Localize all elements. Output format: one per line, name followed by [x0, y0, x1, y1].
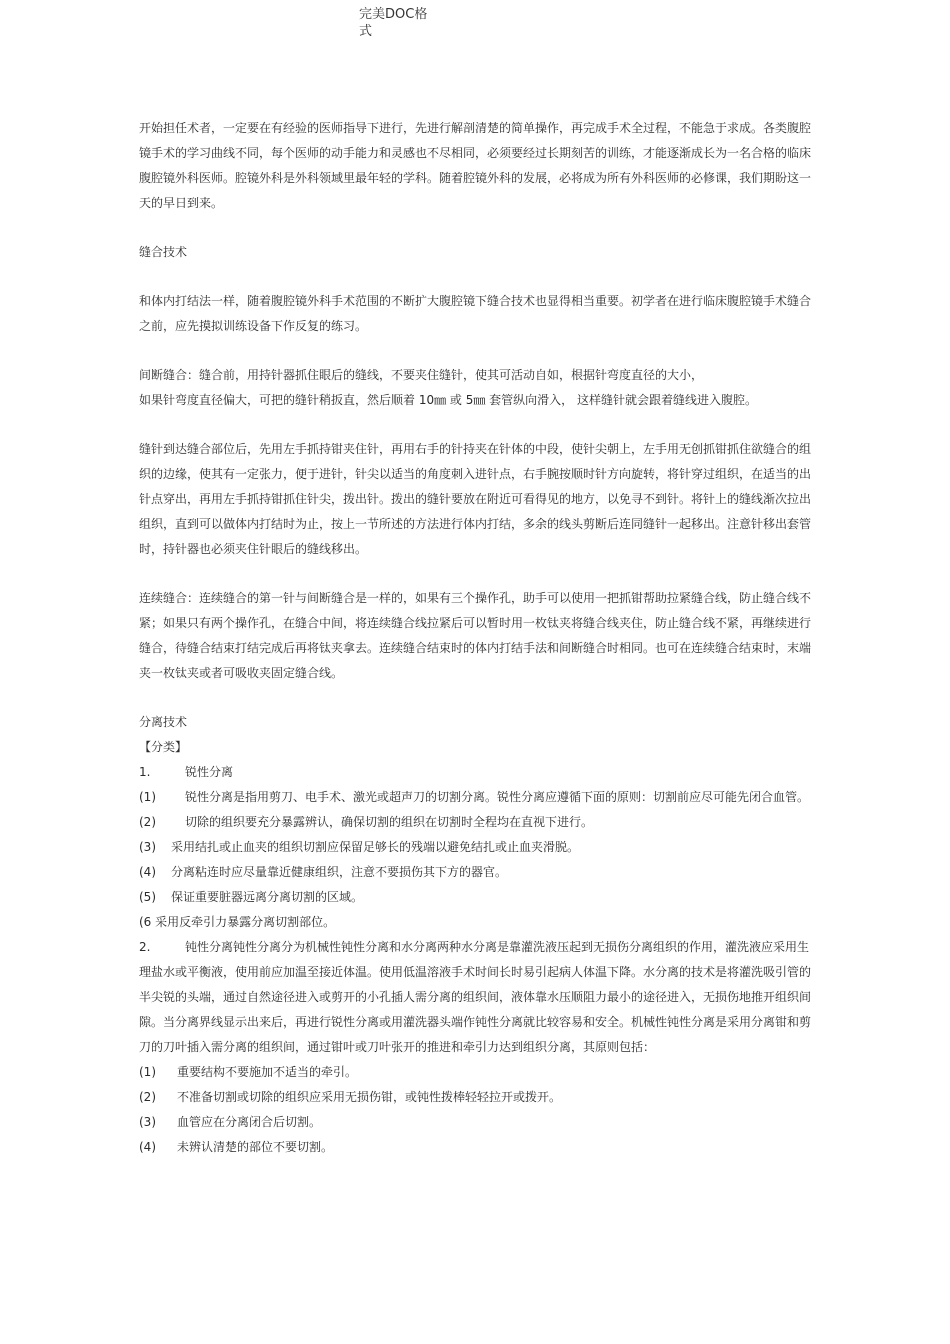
intro-paragraph: 开始担任术者，一定要在有经验的医师指导下进行，先进行解剖清楚的简单操作，再完成手术全过程，不能急于求成。各类腹腔镜手术的学习曲线不同，每个医师的动手能力和灵感也不尽相同，必须要经过长期刻苦的训练，才能逐渐成长为一名合格的临床腹腔镜外科医师。腔镜外科是外科领域里最年轻的学科。随着腔镜外科的发展，必将成为所有外科医师的必修课，我们期盼这一天的早日到来。 [139, 121, 812, 210]
list-text: 不准备切割或切除的组织应采用无损伤钳，或钝性拨棒轻轻拉开或拨开。 [177, 1090, 562, 1104]
list-item [139, 1135, 811, 1160]
list-item [139, 835, 811, 860]
list-number: (1) [139, 790, 156, 804]
list-number: (5) [139, 890, 156, 904]
header-line-1: 完美DOC格 [359, 7, 428, 22]
list-text: 采用结扎或止血夹的组织切割应保留足够长的残端以避免结扎或止血夹滑脱。 [171, 840, 580, 854]
list-number: 1. [139, 765, 151, 779]
document-body [139, 116, 811, 1160]
list-text: 重要结构不要施加不适当的牵引。 [177, 1065, 358, 1079]
list-item [139, 810, 811, 835]
doc-header [359, 6, 449, 40]
list-item [139, 885, 811, 910]
list-text: 未辨认清楚的部位不要切割。 [177, 1140, 334, 1154]
list-number: (3) [139, 1115, 156, 1129]
list-item [139, 1085, 811, 1110]
suture-intro-paragraph: 和体内打结法一样，随着腹腔镜外科手术范围的不断扩大腹腔镜下缝合技术也显得相当重要。初学者在进行临床腹腔镜手术缝合之前，应先摸拟训练设备下作反复的练习。 [139, 294, 812, 333]
category-heading: 【分类】 [139, 740, 188, 754]
list-number: (1) [139, 1065, 156, 1079]
list-text: 保证重要脏器远离分离切割的区域。 [171, 890, 364, 904]
list-text: 分离粘连时应尽量靠近健康组织，注意不要损伤其下方的器官。 [171, 865, 508, 879]
list-title: 锐性分离 [185, 765, 234, 779]
list-number: (4) [139, 1140, 156, 1154]
list-text: 钝性分离钝性分离分为机械性钝性分离和水分离两种水分离是靠灌洗液压起到无损伤分离组织的作用，灌洗液应采用生理盐水或平衡液，使用前应加温至接近体温。使用低温溶液手术时间长时易引起病人体温下降。水分离的技术是将灌洗吸引管的半尖锐的头端，通过自然途径进入或剪开的小孔插人需分离的组织间，液体靠水压顺阻力最小的途径进入，无损伤地推开组织间隙。当分离界线显示出来后，再进行锐性分离或用灌洗器头端作钝性分离就比较容易和安全。机械性钝性分离是采用分离钳和剪刀的刀叶插入需分离的组织间，通过钳叶或刀叶张开的推进和牵引力达到组织分离，其原则包括： [139, 940, 812, 1054]
list-text: 血管应在分离闭合后切割。 [177, 1115, 322, 1129]
list-item: (6 采用反牵引力暴露分离切割部位。 [139, 915, 336, 929]
list-number: (4) [139, 865, 156, 879]
list-number: 2. [139, 940, 151, 954]
list-number: (2) [139, 1090, 156, 1104]
list-text: 切除的组织要充分暴露辨认，确保切割的组织在切割时全程均在直视下进行。 [185, 815, 594, 829]
list-item [139, 860, 811, 885]
list-text: 锐性分离是指用剪刀、电手术、激光或超声刀的切割分离。锐性分离应遵循下面的原则：切割前应尽可能先闭合血管。 [185, 790, 810, 804]
suture-heading: 缝合技术 [139, 245, 188, 259]
blunt-separation-paragraph [139, 935, 811, 1060]
list-number: (3) [139, 840, 156, 854]
list-item [139, 1060, 811, 1085]
list-item [139, 785, 811, 810]
continuous-suture-paragraph: 连续缝合：连续缝合的第一针与间断缝合是一样的，如果有三个操作孔，助手可以使用一把抓钳帮助拉紧缝合线，防止缝合线不紧；如果只有两个操作孔，在缝合中间，将连续缝合线拉紧后可以暂时用一枚钛夹将缝合线夹住，防止缝合线不紧，再继续进行缝合，待缝合结束打结完成后再将钛夹拿去。连续缝合结束时的体内打结手法和间断缝合时相同。也可在连续缝合结束时，末端夹一枚钛夹或者可吸收夹固定缝合线。 [139, 591, 812, 680]
sharp-separation-title [139, 760, 811, 785]
interrupted-suture-line-2: 如果针弯度直径偏大，可把的缝针稍扳直，然后顺着 10㎜ 或 5㎜ 套管纵向滑入， 这样缝针就会跟着缝线进入腹腔。 [139, 393, 757, 407]
list-number: (2) [139, 815, 156, 829]
list-item [139, 1110, 811, 1135]
separation-heading: 分离技术 [139, 715, 188, 729]
needle-procedure-paragraph: 缝针到达缝合部位后，先用左手抓持钳夹住针，再用右手的针持夹在针体的中段，使针尖朝上，左手用无创抓钳抓住欲缝合的组织的边缘，使其有一定张力，便于进针，针尖以适当的角度刺入进针点，右手腕按顺时针方向旋转，将针穿过组织，在适当的出针点穿出，再用左手抓持钳抓住针尖，拨出针。拨出的缝针要放在附近可看得见的地方，以免寻不到针。将针上的缝线渐次拉出组织，直到可以做体内打结时为止，按上一节所述的方法进行体内打结，多余的线头剪断后连同缝针一起移出。注意针移出套管时，持针器也必须夹住针眼后的缝线移出。 [139, 442, 812, 556]
interrupted-suture-line-1: 间断缝合：缝合前，用持针器抓住眼后的缝线，不要夹住缝针，使其可活动自如，根据针弯度直径的大小， [139, 368, 704, 382]
header-line-2: 式 [359, 24, 373, 39]
